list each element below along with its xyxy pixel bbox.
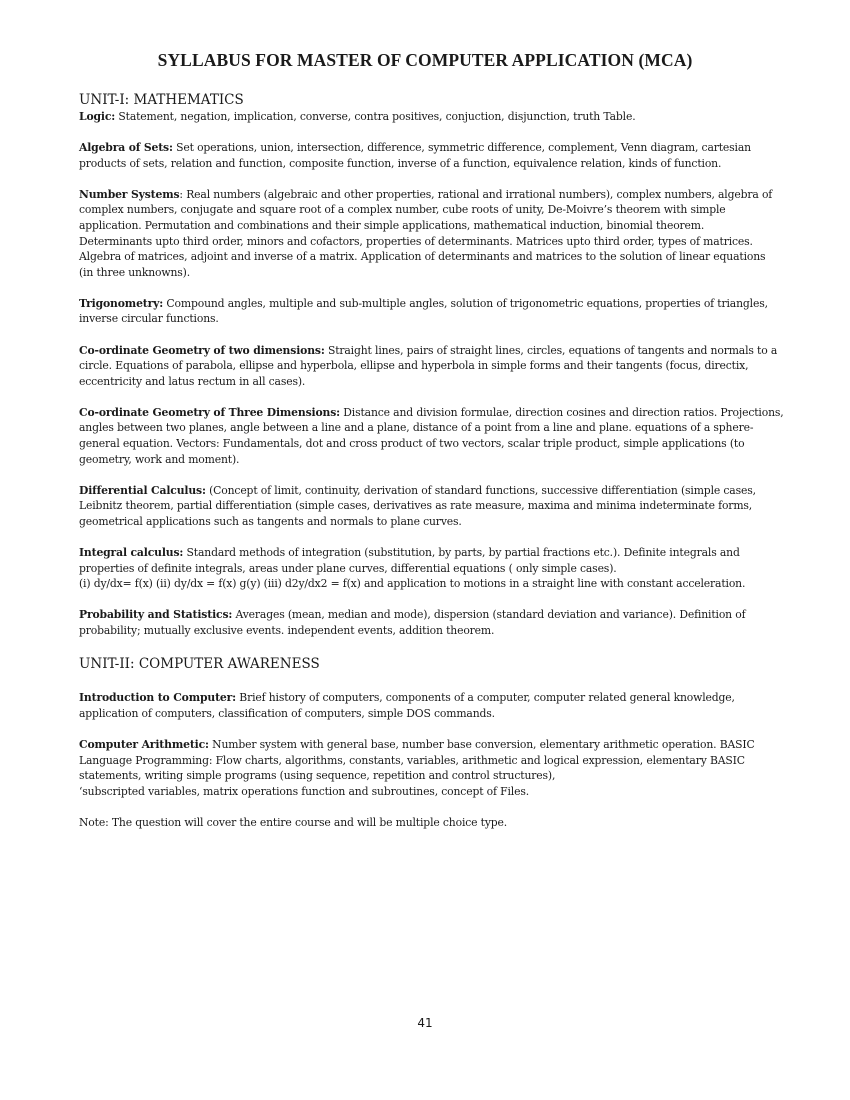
section-text: Note: The question will cover the entire course and will be multiple choice type. [79, 816, 508, 829]
text-line [79, 737, 793, 753]
section-text: Set operations, union, intersection, difference, symmetric difference, complement, Venn diagram, cartesian [172, 141, 751, 155]
section-co-ordinate-geometry-of-two-dimensions [79, 343, 793, 390]
text-line [79, 140, 793, 156]
text-line [79, 576, 793, 592]
text-line [79, 561, 793, 577]
text-line [79, 358, 793, 374]
section-logic [79, 109, 793, 125]
note-paragraph [79, 815, 793, 831]
section-text: application. Permutation and combinations and their simple applications, mathematical induction, binomial theorem. [79, 218, 705, 232]
section-text: Compound angles, multiple and sub-multiple angles, solution of trigonometric equations, properties of triangles, [163, 296, 768, 310]
section-text: general equation. Vectors: Fundamentals, dot and cross product of two vectors, scalar triple product, simple applications (to [79, 437, 745, 450]
text-line [79, 234, 793, 250]
section-text: complex numbers, conjugate and square root of a complex number, cube roots of unity, De-Moivre’s theorem with simple [79, 203, 726, 217]
text-line [79, 420, 793, 436]
text-line [79, 545, 793, 561]
section-term: Co-ordinate Geometry of two dimensions: [79, 343, 325, 357]
text-line [79, 784, 793, 800]
section-text: Distance and division formulae, direction cosines and direction ratios. Projections, [340, 405, 784, 419]
text-line [79, 202, 793, 218]
section-computer-arithmetic [79, 737, 793, 799]
section-text: products of sets, relation and function, composite function, inverse of a function, equivalence relation, kinds of function. [79, 156, 722, 170]
section-integral-calculus [79, 545, 793, 592]
section-term: Probability and Statistics: [79, 608, 233, 622]
text-line [79, 623, 793, 639]
section-text: Language Programming: Flow charts, algorithms, constants, variables, arithmetic and logical expression, elementary BASIC [79, 753, 745, 767]
section-text: Standard methods of integration (substitution, by parts, by partial fractions etc.). Definite integrals and [183, 545, 740, 559]
section-text: inverse circular functions. [79, 312, 219, 326]
section-text: Brief history of computers, components of a computer, computer related general knowledge, [236, 691, 735, 705]
section-term: Logic: [79, 110, 116, 123]
section-text: geometry, work and moment). [79, 452, 240, 466]
text-line [79, 607, 793, 623]
text-line [79, 343, 793, 359]
text-line [79, 249, 793, 265]
section-text: application of computers, classification of computers, simple DOS commands. [79, 707, 495, 721]
text-line [79, 311, 793, 327]
text-line [79, 706, 793, 722]
text-line [79, 483, 793, 499]
section-co-ordinate-geometry-of-three-dimensions [79, 405, 793, 467]
section-text: : Real numbers (algebraic and other properties, rational and irrational numbers), complex numbers, algebra of [179, 187, 773, 201]
text-line [79, 452, 793, 468]
text-line [79, 374, 793, 390]
text-line [79, 514, 793, 530]
section-term: Co-ordinate Geometry of Three Dimensions: [79, 405, 340, 419]
section-term: Trigonometry: [79, 296, 164, 310]
text-line [79, 405, 793, 421]
section-term: Differential Calculus: [79, 483, 206, 497]
section-text: statements, writing simple programs (using sequence, repetition and control structures), [79, 769, 556, 783]
page-number: 41 [417, 1016, 433, 1030]
text-line [79, 156, 793, 172]
section-text: circle. Equations of parabola, ellipse and hyperbola, ellipse and hyperbola in simple forms and their tangents (focus, directix, [79, 359, 749, 373]
text-line [79, 815, 793, 831]
section-text: properties of definite integrals, areas under plane curves, differential equations ( only simple cases). [79, 561, 617, 575]
section-text: probability; mutually exclusive events. independent events, addition theorem. [79, 623, 495, 637]
section-text: geometrical applications such as tangents and normals to plane curves. [79, 514, 462, 528]
syllabus-content [79, 91, 793, 831]
text-line [79, 187, 793, 203]
section-term: Integral calculus: [79, 545, 184, 559]
text-line [79, 296, 793, 312]
text-line [79, 436, 793, 452]
section-text: (i) dy/dx= f(x) (ii) dy/dx = f(x) g(y) (iii) d2y/dx2 = f(x) and application to motions in a straight line with constant acceleration. [79, 577, 746, 591]
section-text: angles between two planes, angle between a line and a plane, distance of a point from a line and plane. equations of a sphere- [79, 421, 754, 435]
section-text: Averages (mean, median and mode), dispersion (standard deviation and variance). Definition of [232, 608, 746, 622]
section-number-systems [79, 187, 793, 281]
section-text: Determinants upto third order, minors and cofactors, properties of determinants. Matrices upto third order, types of matrices. [79, 234, 753, 248]
section-text: (Concept of limit, continuity, derivation of standard functions, successive differentiation (simple cases, [205, 483, 756, 497]
text-line [79, 690, 793, 706]
text-line [79, 768, 793, 784]
text-line [79, 218, 793, 234]
text-line [79, 753, 793, 769]
section-text: ‘subscripted variables, matrix operations function and subroutines, concept of Files. [79, 784, 530, 798]
unit-heading: UNIT-I: MATHEMATICS [79, 92, 244, 108]
text-line [79, 498, 793, 514]
section-term: Introduction to Computer: [79, 691, 236, 705]
section-term: Number Systems [79, 187, 180, 201]
section-text: Straight lines, pairs of straight lines, circles, equations of tangents and normals to a [324, 343, 778, 357]
page-title: SYLLABUS FOR MASTER OF COMPUTER APPLICATION (MCA) [157, 50, 693, 70]
section-term: Computer Arithmetic: [79, 738, 209, 752]
section-probability-and-statistics [79, 607, 793, 638]
section-text: eccentricity and latus rectum in all cases). [79, 374, 306, 388]
section-trigonometry [79, 296, 793, 327]
section-introduction-to-computer [79, 690, 793, 721]
section-text: (in three unknowns). [79, 265, 191, 279]
section-text: Algebra of matrices, adjoint and inverse of a matrix. Application of determinants and matrices to the solution of linear equations [79, 250, 766, 264]
text-line [79, 265, 793, 281]
unit-heading: UNIT-II: COMPUTER AWARENESS [79, 656, 320, 673]
section-text: Statement, negation, implication, converse, contra positives, conjuction, disjunction, truth Table. [115, 110, 636, 123]
text-line [79, 109, 793, 125]
section-term: Algebra of Sets: [79, 141, 173, 155]
section-differential-calculus [79, 483, 793, 530]
section-algebra-of-sets [79, 140, 793, 171]
section-text: Number system with general base, number base conversion, elementary arithmetic operation. BASIC [208, 738, 755, 752]
section-text: Leibnitz theorem, partial differentiation (simple cases, derivatives as rate measure, maxima and minima indeterminate forms, [79, 499, 753, 513]
